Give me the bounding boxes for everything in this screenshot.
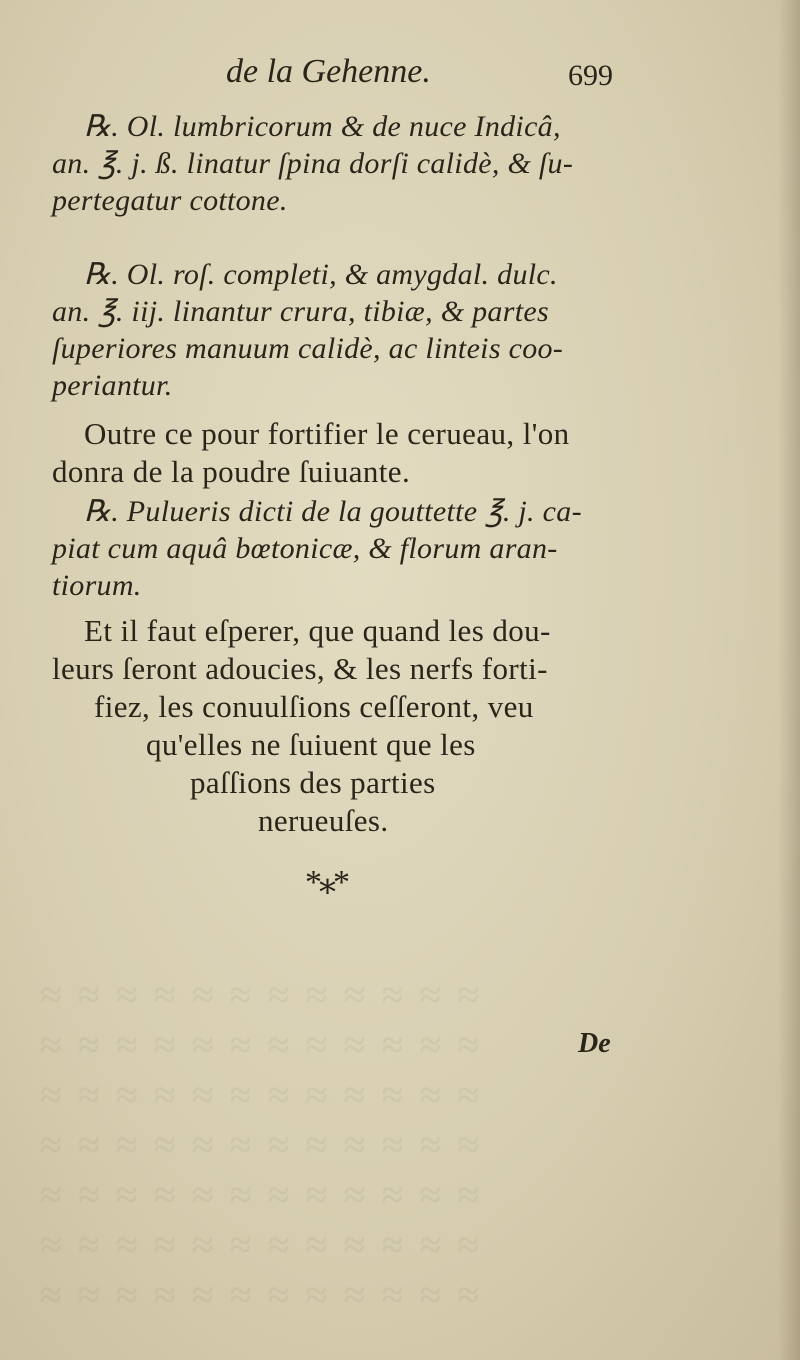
asterism-ornament: *⁎* xyxy=(305,864,347,901)
recipe-2-line: ſuperiores manuum calidè, ac linteis coo- xyxy=(52,332,564,365)
paragraph-2-line: nerueuſes. xyxy=(258,803,389,838)
paragraph-1-line: Outre ce pour fortifier le cerueau, l'on xyxy=(84,416,570,451)
page-edge-shadow xyxy=(778,0,800,1360)
page-number: 699 xyxy=(568,59,613,92)
recipe-3 xyxy=(52,493,652,604)
paragraph-2-line: leurs ſeront adoucies, & les nerfs forti- xyxy=(52,651,548,686)
recipe-2-line: periantur. xyxy=(52,369,173,402)
paragraph-2-line: qu'elles ne ſuiuent que les xyxy=(146,727,476,762)
show-through-bleed: ≈ ≈ ≈ ≈ ≈ ≈ ≈ ≈ ≈ ≈ ≈ ≈ ≈ ≈ ≈ ≈ ≈ ≈ ≈ ≈ ≈ ≈ ≈ ≈ ≈ ≈ ≈ ≈ ≈ ≈ ≈ ≈ ≈ ≈ ≈ ≈ ≈ ≈ ≈ ≈ ≈ ≈ ≈ ≈ ≈ ≈ ≈ ≈ ≈ ≈ ≈ ≈ ≈ ≈ ≈ ≈ ≈ ≈ ≈ ≈ ≈ ≈ ≈ ≈ ≈ ≈ ≈ ≈ ≈ ≈ ≈ ≈ ≈ ≈ ≈ ≈ ≈ ≈ ≈ ≈ ≈ ≈ ≈ ≈ xyxy=(40,972,483,1317)
paragraph-2-line: fiez, les conuulſions ceſſeront, veu xyxy=(94,689,534,724)
recipe-1 xyxy=(52,108,652,219)
paragraph-2-line: paſſions des parties xyxy=(190,765,436,800)
paragraph-1-line: donra de la poudre ſuiuante. xyxy=(52,454,411,489)
recipe-3-line: piat cum aquâ bœtonicæ, & florum aran- xyxy=(52,532,558,565)
recipe-2-line: an. ℥. iij. linantur crura, tibiæ, & partes xyxy=(52,295,549,328)
recipe-1-line: ℞. Ol. lumbricorum & de nuce Indicâ, xyxy=(84,110,561,143)
recipe-2-line: ℞. Ol. roſ. completi, & amygdal. dulc. xyxy=(84,258,558,291)
catchword: De xyxy=(578,1028,611,1059)
recipe-1-line: an. ℥. j. ß. linatur ſpina dorſi calidè, & ſu- xyxy=(52,147,574,180)
paragraph-1 xyxy=(52,415,570,491)
recipe-1-line: pertegatur cottone. xyxy=(52,184,288,217)
paragraph-2 xyxy=(52,612,551,840)
recipe-2 xyxy=(52,256,652,404)
recipe-3-line: tiorum. xyxy=(52,569,142,602)
page-header xyxy=(0,45,800,105)
paragraph-2-line: Et il faut eſperer, que quand les dou- xyxy=(84,613,551,648)
running-title: de la Gehenne. xyxy=(226,53,431,90)
recipe-3-line: ℞. Pulueris dicti de la gouttette ℥. j. ca- xyxy=(84,495,582,528)
